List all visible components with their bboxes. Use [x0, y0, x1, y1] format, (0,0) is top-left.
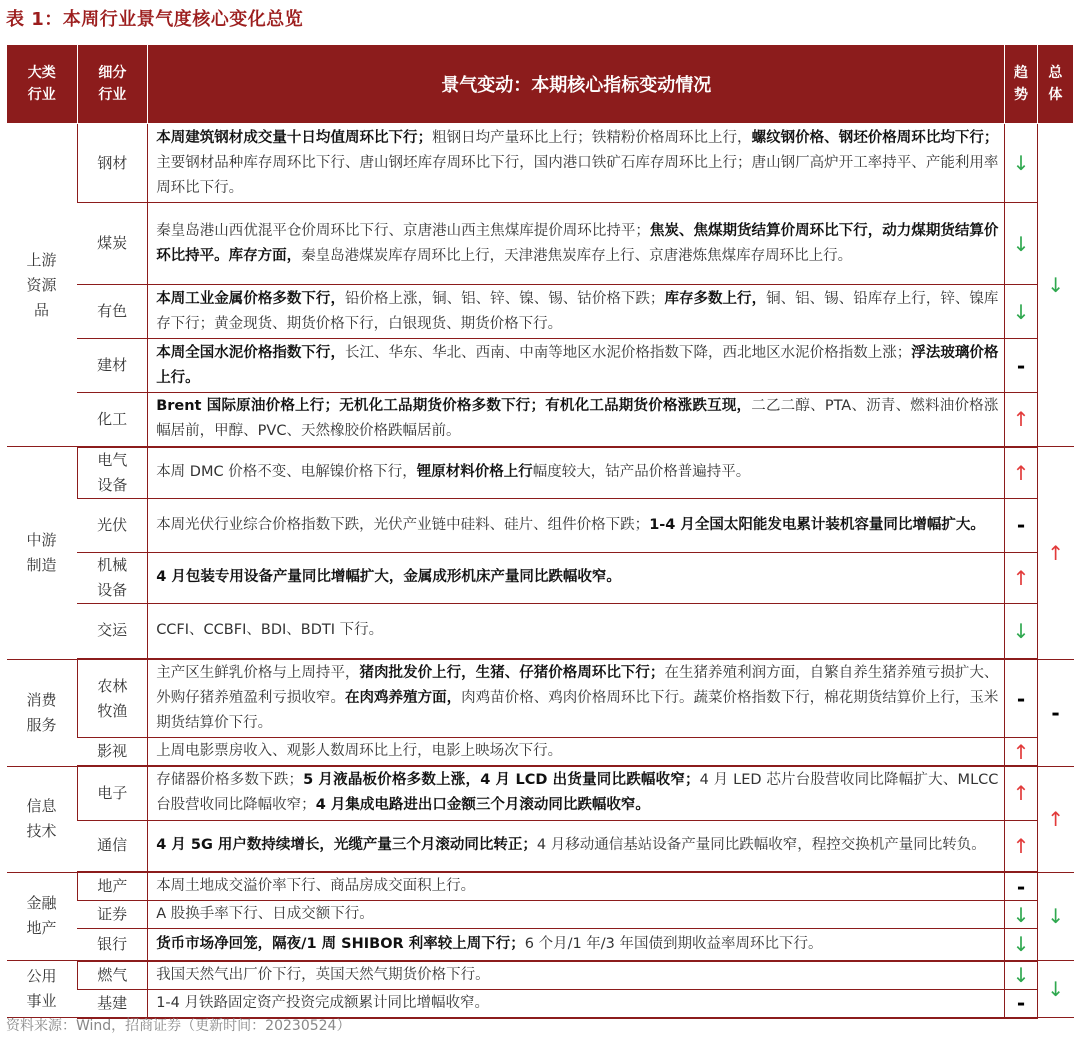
table-body	[7, 124, 1074, 1018]
subcategory-cell	[77, 203, 148, 285]
description-text: 秦皇岛港煤炭库存周环比上行，天津港焦炭库存上行、京唐港炼焦煤库存周环比上行。	[301, 247, 853, 264]
description-text: 存储器价格多数下跌；	[156, 772, 304, 789]
table-row	[7, 989, 1074, 1018]
description-text: 上周电影票房收入、观影人数周环比上行，电影上映场次下行。	[156, 743, 563, 759]
description-text: 肉鸡苗价格、鸡肉价格周环比下行。蔬菜价格指数下行，棉花期货结算价上行，玉米期货结算价下行。	[156, 690, 999, 731]
description-text: 本周土地成交溢价率下行、商品房成交面积上行。	[156, 878, 476, 894]
description-highlight: 4 月集成电路进出口金额三个月滚动同比跌幅收窄。	[315, 797, 650, 814]
description-highlight: Brent 国际原油价格上行；无机化工品期货价格多数下行；有机化工品期货价格涨跌互现，	[156, 398, 752, 415]
trend-indicator: ↑	[1005, 552, 1037, 603]
subcategory-label: 交运	[97, 621, 128, 640]
trend-indicator: ↑	[1005, 393, 1037, 447]
description-highlight: 本周全国水泥价格指数下行，	[156, 344, 345, 361]
category-cell	[7, 124, 78, 447]
description-highlight: 货币市场净回笼，隔夜/1 周 SHIBOR 利率较上周下行；	[156, 935, 525, 952]
subcategory-label: 影视	[97, 742, 128, 760]
description-text: 铜、铝、锡、铅库存上行，锌、镍库存下行；黄金现货、期货价格下行，白银现货、期货价格下行。	[156, 290, 999, 332]
header-subcategory	[77, 45, 148, 124]
subcategory-label: 有色	[97, 302, 128, 320]
subcategory-cell	[77, 872, 148, 901]
subcategory-cell	[77, 659, 148, 738]
subcategory-label: 钢材	[97, 153, 128, 172]
subcategory-cell	[77, 285, 148, 339]
description-highlight: 螺纹钢价格、钢坯价格周环比均下行；	[751, 129, 999, 146]
subcategory-label: 光伏	[97, 515, 128, 534]
subcategory-label: 银行	[97, 934, 128, 953]
description-cell	[148, 339, 1005, 393]
subcategory-cell	[77, 124, 148, 203]
description-cell	[148, 203, 1005, 285]
subcategory-label: 燃气	[97, 965, 128, 984]
table-row	[7, 659, 1074, 738]
description-cell	[148, 820, 1005, 872]
description-cell	[148, 659, 1005, 738]
description-highlight: 4 月包装专用设备产量同比增幅扩大，金属成形机床产量同比跌幅收窄。	[156, 569, 621, 585]
subcategory-label: 基建	[97, 993, 128, 1012]
header-category	[7, 45, 78, 124]
table-row	[7, 929, 1074, 961]
subcategory-cell	[77, 961, 148, 990]
category-cell	[7, 872, 78, 961]
description-text: 粗钢日均产量环比上行；铁精粉价格周环比上行，	[432, 129, 752, 146]
trend-indicator: ↓	[1005, 929, 1037, 961]
table-row	[7, 872, 1074, 901]
description-text: 主要钢材品种库存周环比下行、唐山钢坯库存周环比下行，国内港口铁矿石库存周环比上行；唐山钢厂高炉开工率持平、产能利用率周环比下行。	[156, 154, 999, 196]
overall-indicator: ↓	[1037, 872, 1073, 961]
trend-indicator: ↓	[1005, 961, 1037, 990]
category-label: 中游 制造	[26, 530, 57, 574]
table-row	[7, 820, 1074, 872]
table-row	[7, 901, 1074, 929]
description-text: 二乙二醇、PTA、沥青、燃料油价格涨幅居前，甲醇、PVC、天然橡胶价格跌幅居前。	[156, 398, 999, 440]
category-label: 公用 事业	[26, 967, 57, 1010]
description-text: 主产区生鲜乳价格与上周持平，	[156, 665, 360, 681]
description-text: 本周 DMC 价格不变、电解镍价格下行，	[156, 464, 417, 480]
subcategory-label: 证券	[97, 905, 128, 923]
trend-indicator: ↓	[1005, 603, 1037, 659]
description-highlight: 猪肉批发价上行，生猪、仔猪价格周环比下行；	[359, 665, 665, 681]
description-cell	[148, 872, 1005, 901]
table-title: 表 1：本周行业景气度核心变化总览	[6, 9, 304, 30]
table-row	[7, 339, 1074, 393]
category-cell	[7, 447, 78, 660]
subcategory-label: 建材	[97, 356, 128, 374]
trend-indicator: -	[1005, 989, 1037, 1018]
description-text: CCFI、CCBFI、BDI、BDTI 下行。	[156, 622, 384, 639]
table-row	[7, 738, 1074, 767]
table-row	[7, 285, 1074, 339]
table-row	[7, 961, 1074, 990]
description-cell	[148, 393, 1005, 447]
subcategory-label: 电子	[97, 783, 128, 802]
trend-indicator: ↓	[1005, 285, 1037, 339]
description-cell	[148, 552, 1005, 603]
description-cell	[148, 766, 1005, 820]
description-text: 4 月 LED 芯片台股营收同比降幅扩大、MLCC 台股营收同比降幅收窄；	[156, 772, 999, 814]
trend-indicator: ↓	[1005, 901, 1037, 929]
trend-indicator: ↑	[1005, 820, 1037, 872]
description-text: 秦皇岛港山西优混平仓价周环比下行、京唐港山西主焦煤库提价周环比持平；	[156, 222, 650, 239]
overall-indicator: ↑	[1037, 447, 1073, 660]
description-highlight: 5 月液晶板价格多数上涨，4 月 LCD 出货量同比跌幅收窄；	[303, 772, 700, 789]
description-text: 1-4 月铁路固定资产投资完成额累计同比增幅收窄。	[156, 994, 489, 1011]
table-row	[7, 447, 1074, 499]
description-cell	[148, 124, 1005, 203]
overall-indicator: ↓	[1037, 124, 1073, 447]
table-row	[7, 552, 1074, 603]
category-label: 金融 地产	[26, 894, 57, 938]
header-trend-label: 趋 势	[1014, 65, 1029, 103]
description-cell	[148, 603, 1005, 659]
description-highlight: 浮法玻璃价格上行。	[156, 344, 999, 386]
subcategory-cell	[77, 552, 148, 603]
subcategory-cell	[77, 929, 148, 961]
category-cell	[7, 766, 78, 872]
subcategory-label: 通信	[97, 836, 128, 855]
subcategory-cell	[77, 447, 148, 499]
trend-indicator: ↑	[1005, 447, 1037, 499]
category-label: 信息 技术	[26, 797, 57, 840]
trend-indicator: -	[1005, 498, 1037, 552]
description-text: 幅度较大，钴产品价格普遍持平。	[532, 464, 751, 480]
description-highlight: 焦炭、焦煤期货结算价周环比下行，动力煤期货结算价环比持平。库存方面，	[156, 222, 999, 264]
description-cell	[148, 961, 1005, 990]
description-highlight: 4 月 5G 用户数持续增长，光缆产量三个月滚动同比转正；	[156, 837, 537, 854]
description-cell	[148, 447, 1005, 499]
description-cell	[148, 901, 1005, 929]
description-text: 本周光伏行业综合价格指数下跌，光伏产业链中硅料、硅片、组件价格下跌；	[156, 516, 650, 533]
description-text: 在生猪养殖利润方面，自繁自养生猪养殖亏损扩大、外购仔猪养殖盈利亏损收窄。	[156, 665, 999, 706]
table-row	[7, 603, 1074, 659]
subcategory-cell	[77, 901, 148, 929]
source-note: 资料来源：Wind，招商证券（更新时间：20230524）	[6, 1018, 351, 1034]
header-overall-label: 总 体	[1048, 65, 1063, 103]
description-text: 6 个月/1 年/3 年国债到期收益率周环比下行。	[524, 935, 823, 952]
trend-indicator: -	[1005, 659, 1037, 738]
trend-indicator: -	[1005, 872, 1037, 901]
industry-overview-table	[6, 44, 1074, 1019]
subcategory-cell	[77, 339, 148, 393]
table-row	[7, 498, 1074, 552]
category-cell	[7, 961, 78, 1018]
subcategory-cell	[77, 989, 148, 1018]
subcategory-label: 机械 设备	[97, 555, 128, 599]
header-trend	[1005, 45, 1037, 124]
table-row	[7, 766, 1074, 820]
trend-indicator: ↑	[1005, 766, 1037, 820]
subcategory-label: 农林 牧渔	[97, 676, 128, 720]
category-label: 上游 资源 品	[26, 250, 57, 319]
header-category-label: 大类 行业	[27, 65, 56, 103]
header-description	[148, 45, 1005, 124]
description-highlight: 本周工业金属价格多数下行，	[156, 290, 345, 307]
description-highlight: 库存多数上行，	[664, 290, 767, 307]
subcategory-label: 电气 设备	[97, 450, 128, 494]
subcategory-cell	[77, 766, 148, 820]
subcategory-cell	[77, 393, 148, 447]
overall-indicator: ↑	[1037, 766, 1073, 872]
overall-indicator: -	[1037, 659, 1073, 766]
description-highlight: 在肉鸡养殖方面，	[344, 690, 462, 706]
description-highlight: 本周建筑钢材成交量十日均值周环比下行；	[156, 129, 433, 146]
description-highlight: 锂原材料价格上行	[416, 464, 533, 480]
subcategory-cell	[77, 603, 148, 659]
trend-indicator: ↓	[1005, 124, 1037, 203]
description-cell	[148, 929, 1005, 961]
category-cell	[7, 659, 78, 766]
description-text: 4 月移动通信基站设备产量同比跌幅收窄，程控交换机产量同比转负。	[536, 837, 986, 854]
description-cell	[148, 989, 1005, 1018]
description-text: 长江、华东、华北、西南、中南等地区水泥价格指数下降，西北地区水泥价格指数上涨；	[344, 344, 912, 361]
header-description-label: 景气变动：本期核心指标变动情况	[441, 75, 712, 96]
subcategory-cell	[77, 738, 148, 767]
table-row	[7, 203, 1074, 285]
category-label: 消费 服务	[26, 690, 57, 734]
table-row	[7, 124, 1074, 203]
description-text: 铅价格上涨，铜、铝、锌、镍、锡、钴价格下跌；	[344, 290, 665, 307]
trend-indicator: -	[1005, 339, 1037, 393]
trend-indicator: ↑	[1005, 738, 1037, 767]
description-highlight: 1-4 月全国太阳能发电累计装机容量同比增幅扩大。	[649, 516, 985, 533]
description-cell	[148, 285, 1005, 339]
description-cell	[148, 738, 1005, 767]
header-overall	[1037, 45, 1073, 124]
overall-indicator: ↓	[1037, 961, 1073, 1018]
subcategory-cell	[77, 820, 148, 872]
trend-indicator: ↓	[1005, 203, 1037, 285]
description-cell	[148, 498, 1005, 552]
description-text: 我国天然气出厂价下行，英国天然气期货价格下行。	[156, 966, 490, 983]
subcategory-label: 化工	[97, 409, 128, 428]
header-subcategory-label: 细分 行业	[98, 65, 127, 103]
description-text: A 股换手率下行、日成交额下行。	[156, 906, 374, 922]
table-row	[7, 393, 1074, 447]
subcategory-label: 地产	[97, 877, 128, 895]
subcategory-cell	[77, 498, 148, 552]
subcategory-label: 煤炭	[97, 234, 128, 252]
